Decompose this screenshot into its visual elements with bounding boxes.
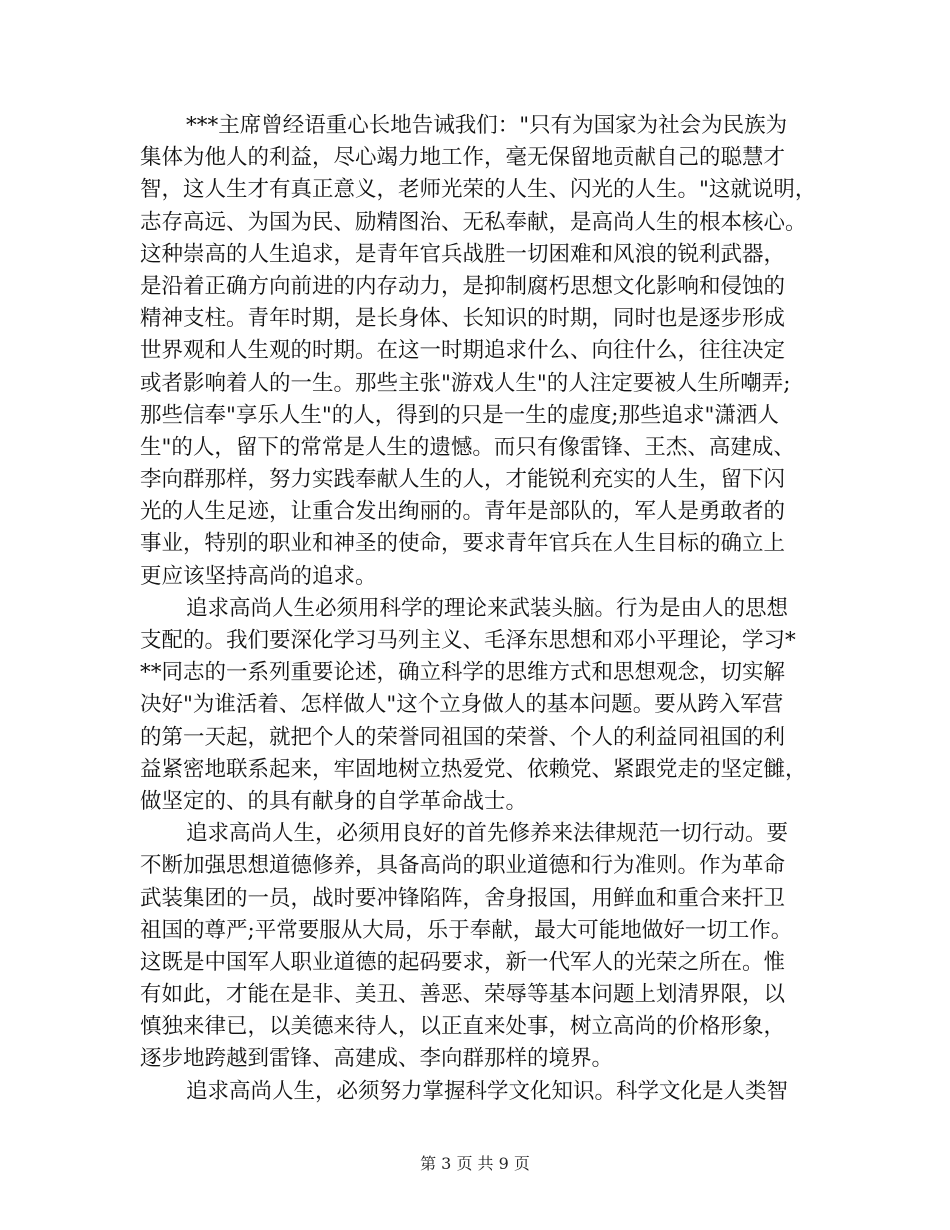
paragraph-first-line: 追求高尚人生，必须努力掌握科学文化知识。科学文化是人类智 bbox=[186, 1078, 789, 1104]
text-line: 志存高远、为国为民、励精图治、无私奉献，是高尚人生的根本核心。 bbox=[140, 209, 807, 235]
text-line: **同志的一系列重要论述，确立科学的思维方式和思想观念，切实解 bbox=[140, 660, 786, 686]
text-line: 祖国的尊严;平常要服从大局，乐于奉献，最大可能地做好一切工作。 bbox=[140, 917, 793, 943]
text-line: 那些信奉"享乐人生"的人，得到的只是一生的虚度;那些追求"潇洒人 bbox=[140, 402, 779, 428]
text-line: 世界观和人生观的时期。在这一时期追求什么、向往什么，往往决定 bbox=[140, 338, 786, 364]
text-line: 决好"为谁活着、怎样做人"这个立身做人的基本问题。要从跨入军营 bbox=[140, 692, 784, 718]
text-line: 这种崇高的人生追求，是青年官兵战胜一切困难和风浪的锐利武器， bbox=[140, 241, 786, 267]
text-line: 光的人生足迹，让重合发出绚丽的。青年是部队的，军人是勇敢者的 bbox=[140, 499, 786, 525]
paragraph-first-line: 追求高尚人生，必须用良好的首先修养来法律规范一切行动。要 bbox=[186, 821, 789, 847]
paragraph-first-line: 追求高尚人生必须用科学的理论来武装头脑。行为是由人的思想 bbox=[186, 595, 789, 621]
text-line: 李向群那样，努力实践奉献人生的人，才能锐利充实的人生，留下闪 bbox=[140, 467, 786, 493]
text-line: 不断加强思想道德修养，具备高尚的职业道德和行为准则。作为革命 bbox=[140, 853, 786, 879]
text-line: 武装集团的一员，战时要冲锋陷阵，舍身报国，用鲜血和重合来扞卫 bbox=[140, 885, 786, 911]
paragraph-first-line: ***主席曾经语重心长地告诫我们："只有为国家为社会为民族为 bbox=[186, 113, 788, 138]
text-line: 集体为他人的利益，尽心竭力地工作，毫无保留地贡献自己的聪慧才 bbox=[140, 145, 786, 171]
text-line: 是沿着正确方向前进的内存动力，是抑制腐朽思想文化影响和侵蚀的 bbox=[140, 273, 786, 299]
text-line: 支配的。我们要深化学习马列主义、毛泽东思想和邓小平理论，学习* bbox=[140, 628, 796, 653]
text-line: 更应该坚持高尚的追求。 bbox=[140, 563, 377, 589]
text-line: 的第一天起，就把个人的荣誉同祖国的荣誉、个人的利益同祖国的利 bbox=[140, 724, 786, 750]
text-line: 做坚定的、的具有献身的自学革命战士。 bbox=[140, 788, 528, 814]
text-line: 精神支柱。青年时期，是长身体、长知识的时期，同时也是逐步形成 bbox=[140, 306, 786, 332]
text-line: 或者影响着人的一生。那些主张"游戏人生"的人注定要被人生所嘲弄; bbox=[140, 370, 791, 396]
document-body bbox=[140, 110, 817, 1108]
text-line: 这既是中国军人职业道德的起码要求，新一代军人的光荣之所在。惟 bbox=[140, 949, 786, 975]
text-line: 有如此，才能在是非、美丑、善恶、荣辱等基本问题上划清界限，以 bbox=[140, 982, 786, 1008]
text-line: 益紧密地联系起来，牢固地树立热爱党、依赖党、紧跟党走的坚定雠， bbox=[140, 756, 807, 782]
text-line: 逐步地跨越到雷锋、高建成、李向群那样的境界。 bbox=[140, 1046, 614, 1072]
page-footer: 第 3 页 共 9 页 bbox=[420, 1154, 530, 1173]
text-line: 事业，特别的职业和神圣的使命，要求青年官兵在人生目标的确立上 bbox=[140, 531, 786, 557]
text-line: 慎独来律已，以美德来待人，以正直来处事，树立高尚的价格形象， bbox=[140, 1014, 786, 1040]
text-line: 生"的人，留下的常常是人生的遗憾。而只有像雷锋、王杰、高建成、 bbox=[140, 434, 795, 460]
text-line: 智，这人生才有真正意义，老师光荣的人生、闪光的人生。"这就说明， bbox=[140, 177, 817, 203]
